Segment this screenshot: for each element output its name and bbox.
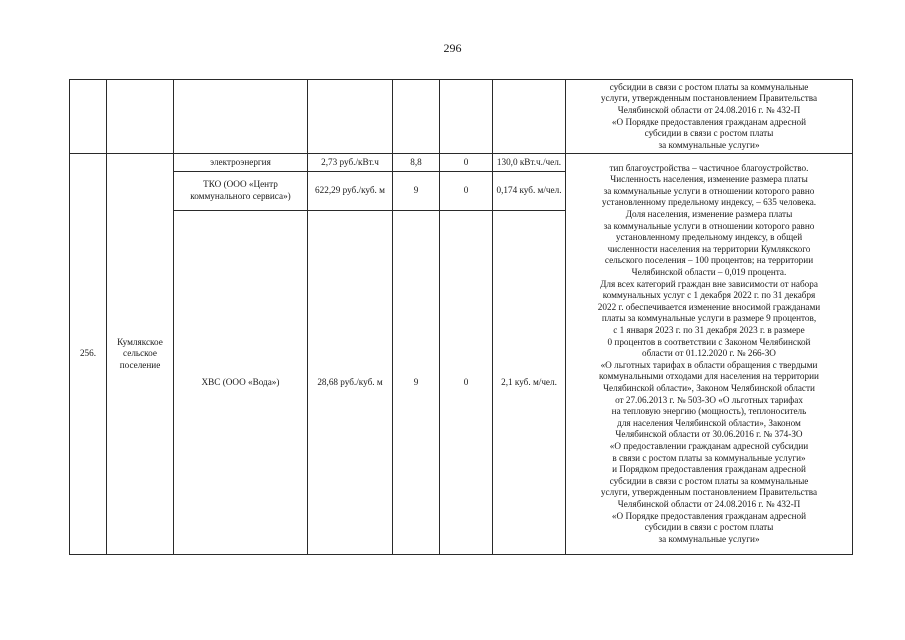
continuation-change-cell	[440, 80, 493, 154]
note-line: 0 процентов в соответствии с Законом Челябинской	[607, 336, 811, 347]
note-line: субсидии в связи с ростом платы	[644, 128, 774, 139]
service-index: 9	[393, 172, 440, 211]
continuation-tariff-cell	[308, 80, 393, 154]
note-line: тип благоустройства – частичное благоустройство.	[609, 162, 809, 173]
continuation-mo-cell	[107, 80, 174, 154]
table-row	[70, 154, 853, 172]
note-line: в связи с ростом платы за коммунальные услуги»	[612, 452, 806, 463]
note-line: субсидии в связи с ростом платы	[644, 522, 774, 533]
note-line: Доля населения, изменение размера платы	[625, 209, 793, 220]
note-line: за коммунальные услуги в отношении которого равно	[603, 185, 815, 196]
service-tariff: 622,29 руб./куб. м	[308, 172, 393, 211]
note-line: платы за коммунальные услуги в размере 9 процентов,	[601, 313, 817, 324]
note-line: от 27.06.2013 г. № 503-ЗО «О льготных тарифах	[615, 394, 803, 405]
note-line: за коммунальные услуги»	[658, 533, 760, 544]
continuation-volume-cell	[493, 80, 566, 154]
note-line: Челябинской области от 30.06.2016 г. № 374-ЗО	[615, 429, 803, 440]
service-change: 0	[440, 172, 493, 211]
note-line: Для всех категорий граждан вне зависимости от набора	[600, 278, 818, 289]
note-line: Челябинской области», Законом Челябинской области	[603, 382, 815, 393]
note-line: услуги, утвержденным постановлением Правительства	[600, 487, 818, 498]
note-line: коммунальными отходами для населения на территории	[599, 371, 819, 382]
note-line: «О льготных тарифах в области обращения с твердыми	[600, 359, 818, 370]
entry-number: 256.	[70, 154, 107, 555]
note-line: Челябинской области от 24.08.2016 г. № 432-П	[617, 498, 801, 509]
service-volume: 0,174 куб. м/чел.	[493, 172, 566, 211]
service-name: ТКО (ООО «Центр коммунального сервиса»)	[174, 172, 308, 211]
note-line: «О Порядке предоставления гражданам адресной	[611, 510, 807, 521]
note-line: «О Порядке предоставления гражданам адресной	[611, 116, 807, 127]
note-line: установленному предельному индексу, – 635 человека.	[601, 197, 817, 208]
service-name: ХВС (ООО «Вода»)	[174, 211, 308, 555]
note-line: коммунальных услуг с 1 декабря 2022 г. по 31 декабря	[602, 290, 816, 301]
note-line: 2022 г. обеспечивается изменение вносимой гражданами	[597, 301, 821, 312]
note-line: субсидии в связи с ростом платы за коммунальные	[609, 475, 809, 486]
note-line: Численность населения, изменение размера платы	[610, 174, 808, 185]
note-line: за коммунальные услуги»	[658, 139, 760, 150]
service-tariff: 28,68 руб./куб. м	[308, 211, 393, 555]
note-line: сельского поселения – 100 процентов; на территории	[604, 255, 814, 266]
page-number: 296	[443, 41, 462, 55]
continuation-num-cell	[70, 80, 107, 154]
continuation-service-cell	[174, 80, 308, 154]
municipality-name: Кумлякское сельское поселение	[107, 154, 174, 555]
service-name: электроэнергия	[174, 154, 308, 172]
note-line: субсидии в связи с ростом платы за коммунальные	[609, 81, 809, 92]
service-index: 9	[393, 211, 440, 555]
note-line: за коммунальные услуги в отношении которого равно	[603, 220, 815, 231]
note-line: с 1 января 2023 г. по 31 декабря 2023 г. в размере	[613, 325, 805, 336]
note-line: Челябинской области от 24.08.2016 г. № 432-П	[617, 104, 801, 115]
entry-note-cell	[566, 154, 853, 555]
continuation-row	[70, 80, 853, 154]
note-line: и Порядком предоставления гражданам адресной	[612, 464, 806, 475]
service-change: 0	[440, 154, 493, 172]
note-line: услуги, утвержденным постановлением Правительства	[600, 93, 818, 104]
tariff-table	[69, 79, 853, 555]
continuation-index-cell	[393, 80, 440, 154]
note-line: численности населения на территории Кумлякского	[607, 243, 811, 254]
note-line: установленному предельному индексу, в общей	[615, 232, 803, 243]
service-tariff: 2,73 руб./кВт.ч	[308, 154, 393, 172]
service-index: 8,8	[393, 154, 440, 172]
note-line: «О предоставлении гражданам адресной субсидии	[609, 440, 809, 451]
service-volume: 2,1 куб. м/чел.	[493, 211, 566, 555]
service-change: 0	[440, 211, 493, 555]
note-line: на тепловую энергию (мощность), теплоноситель	[611, 406, 807, 417]
service-volume: 130,0 кВт.ч./чел.	[493, 154, 566, 172]
note-line: Челябинской области – 0,019 процента.	[631, 267, 787, 278]
note-line: для населения Челябинской области», Законом	[617, 417, 801, 428]
note-line: области от 01.12.2020 г. № 266-ЗО	[642, 348, 776, 359]
continuation-note-cell	[566, 80, 853, 154]
